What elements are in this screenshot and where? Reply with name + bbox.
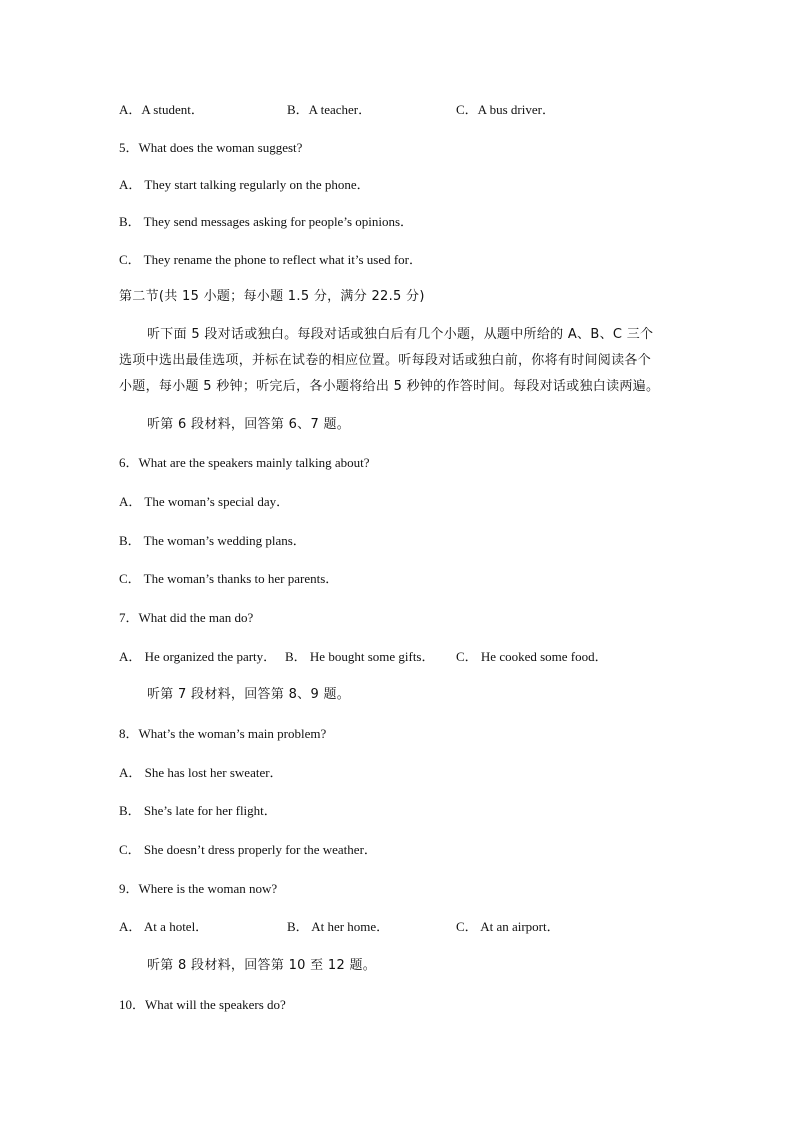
instructions-line-1: 听下面 5 段对话或独白。每段对话或独白后有几个小题，从题中所给的 A、B、C 三个 [147, 327, 654, 342]
q9-option-a: A． At a hotel． [119, 919, 209, 934]
q4-option-b: B．A teacher． [287, 102, 372, 117]
section-2-title: 第二节(共 15 小题；每小题 1.5 分，满分 22.5 分) [119, 289, 425, 304]
instructions-line-3: 小题，每小题 5 秒钟；听完后，各小题将给出 5 秒钟的作答时间。每段对话或独白读两遍。 [119, 379, 660, 394]
instructions-line-2: 选项中选出最佳选项，并标在试卷的相应位置。听每段对话或独白前，你将有时间阅读各个 [119, 353, 652, 368]
material-7-heading: 听第 7 段材料，回答第 8、9 题。 [147, 687, 351, 702]
question-6: 6．What are the speakers mainly talking about? [119, 455, 370, 470]
q7-option-b: B． He bought some gifts． [285, 649, 435, 664]
q7-option-a: A． He organized the party． [119, 649, 277, 664]
q6-option-c: C． The woman’s thanks to her parents． [119, 571, 339, 586]
q6-option-a: A． The woman’s special day． [119, 494, 290, 509]
question-8: 8．What’s the woman’s main problem? [119, 726, 327, 741]
q5-option-a: A． They start talking regularly on the phone． [119, 177, 370, 192]
question-5: 5．What does the woman suggest? [119, 140, 303, 155]
q5-option-b: B． They send messages asking for people’s opinions． [119, 214, 414, 229]
q4-option-a: A．A student． [119, 102, 204, 117]
q8-option-c: C． She doesn’t dress properly for the weather． [119, 842, 377, 857]
q8-option-b: B． She’s late for her flight． [119, 803, 277, 818]
q7-option-c: C． He cooked some food． [456, 649, 608, 664]
q6-option-b: B． The woman’s wedding plans． [119, 533, 306, 548]
material-8-heading: 听第 8 段材料，回答第 10 至 12 题。 [147, 958, 377, 973]
q9-option-b: B． At her home． [287, 919, 390, 934]
material-6-heading: 听第 6 段材料，回答第 6、7 题。 [147, 417, 351, 432]
q4-option-c: C．A bus driver． [456, 102, 555, 117]
question-9: 9．Where is the woman now? [119, 881, 278, 896]
q9-option-c: C． At an airport． [456, 919, 560, 934]
question-10: 10．What will the speakers do? [119, 997, 286, 1012]
q5-option-c: C． They rename the phone to reflect what it’s used for． [119, 252, 423, 267]
q8-option-a: A． She has lost her sweater． [119, 765, 283, 780]
question-7: 7．What did the man do? [119, 610, 254, 625]
